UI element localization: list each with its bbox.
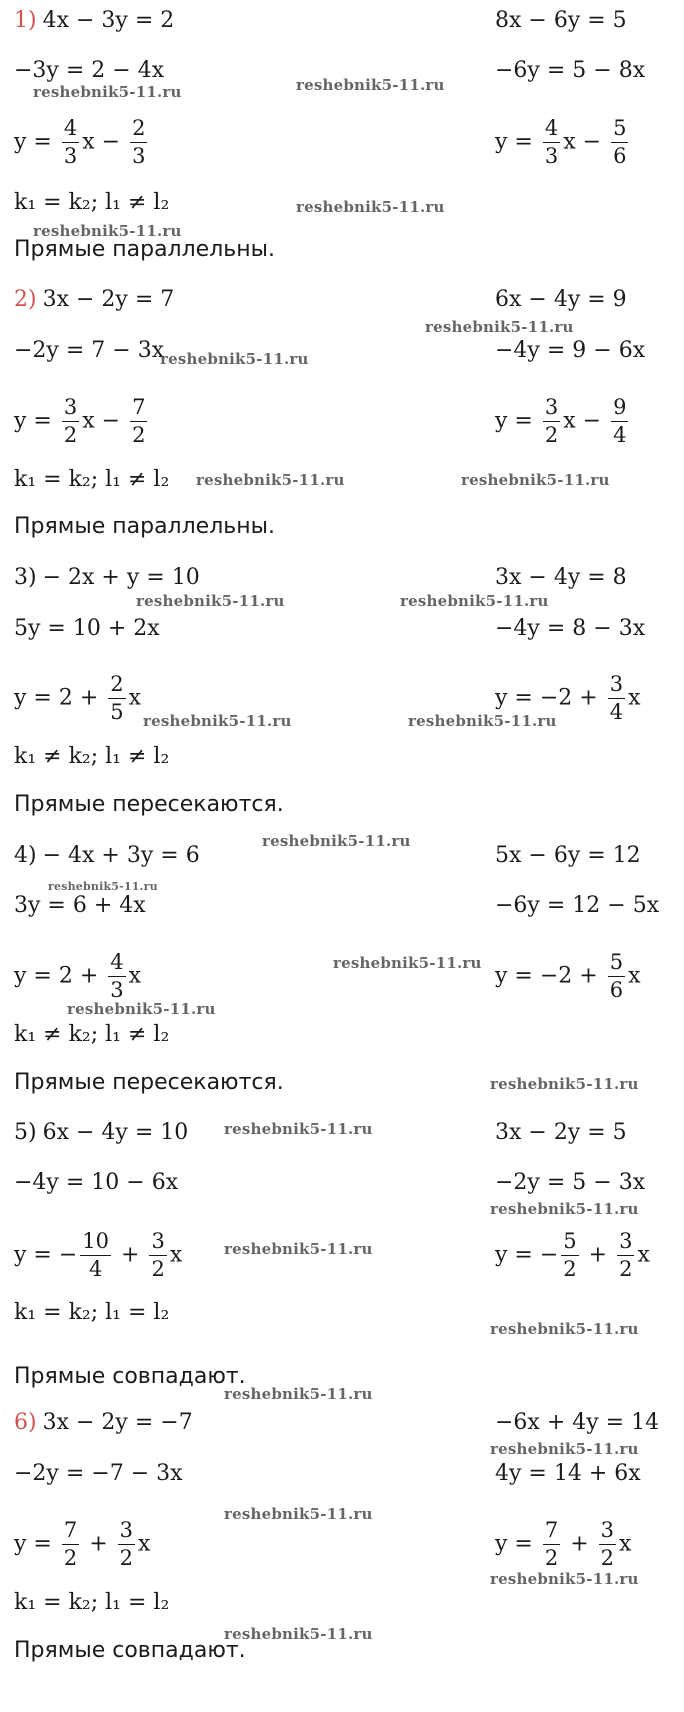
problem-4-right-slope-form: y = −2 + $\frac{5}{6}$ x <box>495 950 641 1002</box>
watermark: reshebnik5-11.ru <box>143 712 292 730</box>
problem-1-left-slope-form: y = $\frac{4}{3}$ x − $\frac{2}{3}$ <box>14 116 146 168</box>
problem-4-left-step: 3y = 6 + 4x <box>14 893 146 918</box>
watermark: reshebnik5-11.ru <box>490 1440 639 1458</box>
problem-4-number: 4) <box>14 843 37 868</box>
watermark: reshebnik5-11.ru <box>160 350 309 368</box>
problem-6-right-slope-form: y = $\frac{7}{2}$ + $\frac{3}{2}$ x <box>495 1518 632 1570</box>
problem-6-relation: k₁ = k₂; l₁ = l₂ <box>14 1590 170 1615</box>
problem-2-left-slope-form: y = $\frac{3}{2}$ x − $\frac{7}{2}$ <box>14 395 146 447</box>
watermark: reshebnik5-11.ru <box>333 954 482 972</box>
watermark: reshebnik5-11.ru <box>490 1075 639 1093</box>
watermark: reshebnik5-11.ru <box>224 1505 373 1523</box>
problem-3-left-equation: 3) − 2x + y = 10 <box>14 565 200 590</box>
watermark: reshebnik5-11.ru <box>425 318 574 336</box>
problem-4-left-slope-form: y = 2 + $\frac{4}{3}$ x <box>14 950 142 1002</box>
problem-2-right-slope-form: y = $\frac{3}{2}$ x − $\frac{9}{4}$ <box>495 395 627 447</box>
watermark: reshebnik5-11.ru <box>224 1625 373 1643</box>
watermark: reshebnik5-11.ru <box>296 198 445 216</box>
problem-2-right-equation: 6x − 4y = 9 <box>495 287 627 312</box>
problem-5-conclusion: Прямые совпадают. <box>14 1364 246 1389</box>
problem-1-left-equation: 1) 4x − 3y = 2 <box>14 8 175 33</box>
problem-2-left-equation: 2) 3x − 2y = 7 <box>14 287 175 312</box>
watermark: reshebnik5-11.ru <box>196 471 345 489</box>
watermark: reshebnik5-11.ru <box>461 471 610 489</box>
problem-1-number: 1) <box>14 8 37 33</box>
watermark: reshebnik5-11.ru <box>67 1000 216 1018</box>
problem-6-left-slope-form: y = $\frac{7}{2}$ + $\frac{3}{2}$ x <box>14 1518 151 1570</box>
problem-5-left-equation: 5) 6x − 4y = 10 <box>14 1120 189 1145</box>
problem-5-right-equation: 3x − 2y = 5 <box>495 1120 627 1145</box>
watermark: reshebnik5-11.ru <box>224 1120 373 1138</box>
watermark: reshebnik5-11.ru <box>224 1385 373 1403</box>
problem-3-right-step: −4y = 8 − 3x <box>495 616 646 641</box>
problem-4-right-equation: 5x − 6y = 12 <box>495 843 641 868</box>
problem-2-left-step: −2y = 7 − 3x <box>14 338 165 363</box>
watermark: reshebnik5-11.ru <box>48 880 158 893</box>
problem-3-relation: k₁ ≠ k₂; l₁ ≠ l₂ <box>14 744 170 769</box>
problem-3-conclusion: Прямые пересекаются. <box>14 792 284 817</box>
problem-2-relation: k₁ = k₂; l₁ ≠ l₂ <box>14 467 170 492</box>
problem-4-conclusion: Прямые пересекаются. <box>14 1070 284 1095</box>
watermark: reshebnik5-11.ru <box>33 83 182 101</box>
problem-4-left-equation: 4) − 4x + 3y = 6 <box>14 843 200 868</box>
watermark: reshebnik5-11.ru <box>136 592 285 610</box>
problem-3-left-slope-form: y = 2 + $\frac{2}{5}$ x <box>14 672 142 724</box>
problem-6-right-step: 4y = 14 + 6x <box>495 1461 641 1486</box>
problem-5-number: 5) <box>14 1120 37 1145</box>
watermark: reshebnik5-11.ru <box>33 222 182 240</box>
problem-6-number: 6) <box>14 1410 37 1435</box>
watermark: reshebnik5-11.ru <box>224 1240 373 1258</box>
problem-5-right-step: −2y = 5 − 3x <box>495 1170 646 1195</box>
problem-5-right-slope-form: y = − $\frac{5}{2}$ + $\frac{3}{2}$ x <box>495 1229 650 1281</box>
problem-2-right-step: −4y = 9 − 6x <box>495 338 646 363</box>
watermark: reshebnik5-11.ru <box>490 1570 639 1588</box>
problem-5-relation: k₁ = k₂; l₁ = l₂ <box>14 1300 170 1325</box>
problem-6-conclusion: Прямые совпадают. <box>14 1638 246 1663</box>
problem-1-relation: k₁ = k₂; l₁ ≠ l₂ <box>14 190 170 215</box>
problem-3-left-step: 5y = 10 + 2x <box>14 616 160 641</box>
problem-1-right-slope-form: y = $\frac{4}{3}$ x − $\frac{5}{6}$ <box>495 116 627 168</box>
problem-4-right-step: −6y = 12 − 5x <box>495 893 660 918</box>
problem-1-conclusion: Прямые параллельны. <box>14 237 275 262</box>
problem-6-left-step: −2y = −7 − 3x <box>14 1461 183 1486</box>
problem-1-right-step: −6y = 5 − 8x <box>495 58 646 83</box>
problem-2-number: 2) <box>14 287 37 312</box>
watermark: reshebnik5-11.ru <box>262 832 411 850</box>
problem-1-left-step: −3y = 2 − 4x <box>14 58 165 83</box>
problem-4-relation: k₁ ≠ k₂; l₁ ≠ l₂ <box>14 1022 170 1047</box>
problem-6-right-equation: −6x + 4y = 14 <box>495 1410 660 1435</box>
watermark: reshebnik5-11.ru <box>296 76 445 94</box>
problem-5-left-step: −4y = 10 − 6x <box>14 1170 179 1195</box>
problem-2-conclusion: Прямые параллельны. <box>14 514 275 539</box>
watermark: reshebnik5-11.ru <box>490 1320 639 1338</box>
problem-5-left-slope-form: y = − $\frac{10}{4}$ + $\frac{3}{2}$ x <box>14 1229 183 1281</box>
problem-1-right-equation: 8x − 6y = 5 <box>495 8 627 33</box>
watermark: reshebnik5-11.ru <box>408 712 557 730</box>
watermark: reshebnik5-11.ru <box>400 592 549 610</box>
problem-3-number: 3) <box>14 565 37 590</box>
problem-3-right-equation: 3x − 4y = 8 <box>495 565 627 590</box>
problem-6-left-equation: 6) 3x − 2y = −7 <box>14 1410 193 1435</box>
problem-3-right-slope-form: y = −2 + $\frac{3}{4}$ x <box>495 672 641 724</box>
watermark: reshebnik5-11.ru <box>490 1200 639 1218</box>
